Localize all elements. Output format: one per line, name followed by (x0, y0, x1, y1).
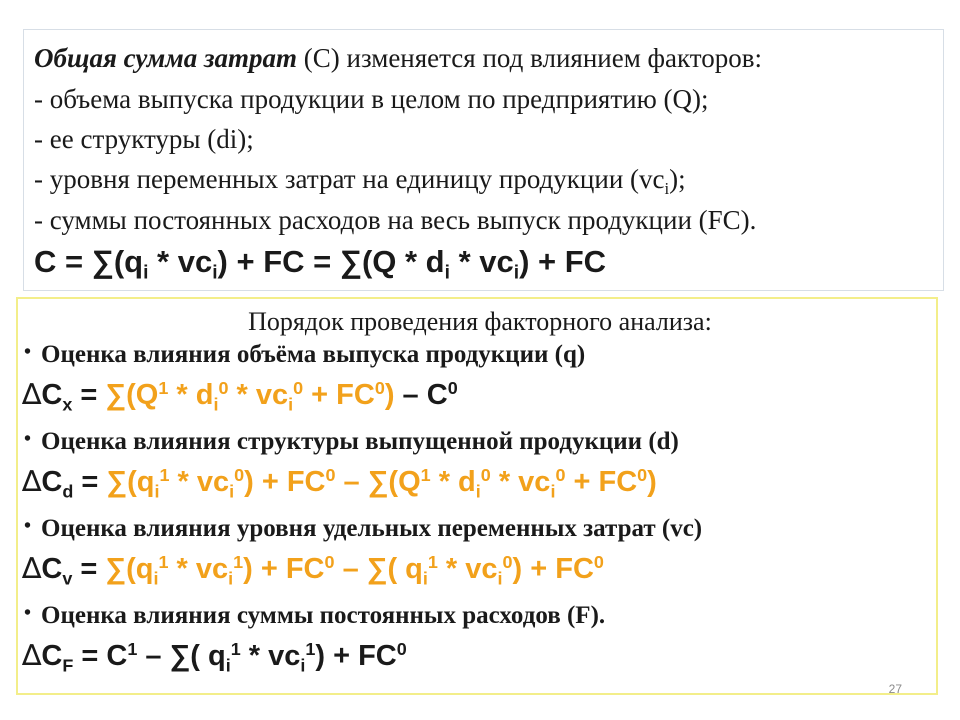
formula-part: ) + FC (315, 640, 397, 672)
factor-item-variable-costs-text: - уровня переменных затрат на единицу продукции (vc (34, 164, 665, 194)
formula-delta-cv (22, 551, 604, 589)
formula-part: = C (73, 640, 128, 672)
analysis-heading: Порядок проведения факторного анализа: (248, 307, 712, 336)
superscript: 0 (218, 378, 229, 399)
subscript: v (62, 568, 73, 589)
subscript: i (212, 262, 218, 284)
delta-symbol: ∆ (22, 377, 42, 411)
subscript: i (444, 262, 450, 284)
subscript: i (213, 394, 219, 415)
superscript: 1 (233, 552, 244, 573)
formula-part: * vc (240, 640, 301, 672)
formula-part: ∑(q (105, 553, 154, 585)
subscript: i (143, 262, 149, 284)
subscript: d (62, 481, 74, 502)
formula-part: ∑(q (106, 466, 155, 498)
formula-delta-cf (22, 638, 407, 676)
delta-symbol: ∆ (22, 638, 42, 672)
superscript: 0 (555, 465, 566, 486)
bullet-structure (24, 429, 679, 454)
formula-orange-group (106, 465, 657, 502)
formula-part: ) + FC (243, 553, 325, 585)
bullet-icon: • (24, 515, 32, 537)
formula-part: – C (394, 379, 448, 411)
superscript: 0 (480, 465, 491, 486)
formula-part: C (41, 640, 63, 672)
superscript: 0 (396, 639, 407, 660)
formula-part: * vc (169, 466, 230, 498)
delta-symbol: ∆ (22, 551, 42, 585)
formula-part: ∑( q (366, 553, 423, 585)
formula-part: ) + FC (519, 244, 607, 279)
formula-part: – (334, 553, 367, 585)
formula-part: ) + FC = ∑(Q * d (217, 244, 445, 279)
formula-part: C (41, 379, 63, 411)
subscript: x (62, 394, 73, 415)
delta-symbol: ∆ (22, 464, 42, 498)
formula-part: * vc (437, 553, 498, 585)
formula-part: ∑(Q (367, 466, 421, 498)
formula-part: * vc (168, 553, 229, 585)
bullet-label: Оценка влияния суммы постоянных расходов (F). (41, 602, 606, 629)
superscript: 0 (293, 378, 304, 399)
formula-part: * vc (148, 244, 213, 279)
factor-item-variable-costs (34, 164, 686, 198)
factor-item-volume: - объема выпуска продукции в целом по предприятию (Q); (34, 84, 709, 114)
subscript: i (422, 568, 428, 589)
subscript: F (62, 655, 74, 676)
formula-part: + FC (565, 466, 638, 498)
bullet-fixed-costs (24, 603, 605, 628)
subscript: i (300, 655, 306, 676)
factor-item-structure: - ее структуры (di); (34, 124, 254, 154)
bullet-icon: • (24, 602, 32, 624)
formula-part: – (335, 466, 368, 498)
subscript: i (497, 568, 503, 589)
subscript: i (229, 481, 235, 502)
subscript: i (475, 481, 481, 502)
intro-line (34, 45, 762, 72)
formula-part: ) (384, 379, 395, 411)
formula-part: * d (168, 379, 214, 411)
superscript: 0 (374, 378, 385, 399)
bullet-volume (24, 342, 585, 367)
bullet-label: Оценка влияния уровня удельных переменных затрат (vc) (41, 515, 703, 542)
superscript: 0 (447, 378, 458, 399)
formula-part: C = ∑(q (34, 244, 144, 279)
intro-bold: Общая сумма затрат (34, 43, 298, 73)
subscript: i (154, 481, 160, 502)
intro-rest: (С) изменяется под влиянием факторов: (297, 43, 762, 73)
subscript: i (513, 262, 520, 284)
subscript: i (228, 568, 234, 589)
factor-item-variable-costs-end: ); (669, 164, 686, 194)
subscript: i (153, 568, 159, 589)
formula-part: = (72, 379, 106, 411)
formula-part: + FC (303, 379, 375, 411)
superscript: 1 (305, 639, 316, 660)
superscript: 0 (593, 552, 604, 573)
bullet-icon: • (24, 341, 32, 363)
formula-part: ) (647, 466, 657, 498)
bullet-icon: • (24, 428, 32, 450)
formula-part: C (41, 466, 63, 498)
superscript: 1 (230, 639, 241, 660)
formula-part: ) + FC (512, 553, 594, 585)
subscript: i (550, 481, 556, 502)
superscript: 0 (637, 465, 648, 486)
formula-part: * vc (228, 379, 289, 411)
superscript: 1 (158, 552, 169, 573)
subscript: i (288, 394, 294, 415)
formula-part: ) + FC (244, 466, 326, 498)
formula-part: = (72, 553, 106, 585)
superscript: 0 (234, 465, 245, 486)
formula-part: * d (430, 466, 476, 498)
superscript: 1 (127, 639, 138, 660)
formula-orange-group (105, 378, 395, 415)
superscript: 1 (420, 465, 431, 486)
superscript: 0 (502, 552, 513, 573)
subscript: i (225, 655, 231, 676)
superscript: 1 (159, 465, 170, 486)
formula-part: * vc (449, 244, 514, 279)
formula-delta-cd (22, 464, 657, 502)
formula-part: ∑(Q (105, 379, 159, 411)
superscript: 0 (324, 552, 335, 573)
total-cost-formula (34, 244, 607, 284)
superscript: 1 (427, 552, 438, 573)
bullet-label: Оценка влияния объёма выпуска продукции (q) (41, 341, 586, 368)
formula-delta-cx (22, 377, 458, 415)
bullet-label: Оценка влияния структуры выпущенной продукции (d) (41, 428, 679, 455)
superscript: 1 (158, 378, 169, 399)
bullet-variable-costs (24, 516, 702, 541)
subscript: i (664, 178, 670, 198)
formula-orange-group (105, 552, 604, 589)
superscript: 0 (325, 465, 336, 486)
formula-part: – ∑( q (137, 640, 226, 672)
formula-part: * vc (490, 466, 551, 498)
formula-part: = (73, 466, 107, 498)
formula-part: C (41, 553, 63, 585)
page-number: 27 (888, 682, 902, 696)
factor-item-fixed-costs: - суммы постоянных расходов на весь выпуск продукции (FC). (34, 205, 757, 235)
